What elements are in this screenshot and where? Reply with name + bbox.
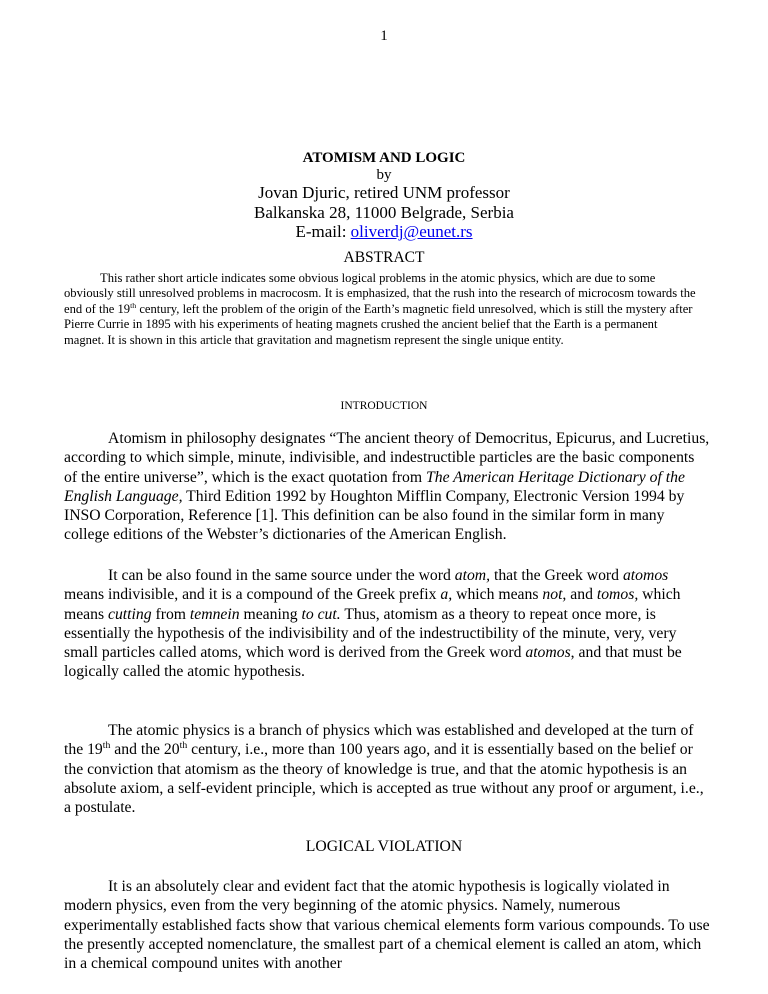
- article-title: ATOMISM AND LOGIC: [302, 150, 466, 166]
- author-email: [0, 222, 768, 242]
- author-address: Balkanska 28, 11000 Belgrade, Serbia: [254, 202, 514, 222]
- email-link[interactable]: oliverdj@eunet.rs: [350, 222, 473, 241]
- logical-violation-heading: LOGICAL VIOLATION: [305, 838, 463, 855]
- logical-violation-paragraph-1: It is an absolutely clear and evident fact that the atomic hypothesis is logically violated in modern physics, even from the very beginning of the atomic physics. Namely, numerous experimentally established facts show that various chemical elements form various compounds. To use the presently accepted nomenclature, the smallest part of a chemical element is called an atom, which in a chemical compound unites with another: [64, 878, 710, 973]
- introduction-heading: INTRODUCTION: [340, 400, 428, 412]
- abstract-heading: ABSTRACT: [343, 249, 425, 266]
- page-number: 1: [380, 28, 388, 44]
- intro-paragraph-2: It can be also found in the same source under the word atom, that the Greek word atomos means indivisible, and it is a compound of the Greek prefix a, which means not, and tomos, which means cutting from temnein meaning to cut. Thus, atomism as a theory to repeat once more, is essentially the hypothesis of the indivisibility and of the indestructibility of the minute, very, very small particles called atoms, which word is derived from the Greek word atomos, and that must be logically called the atomic hypothesis.: [64, 567, 682, 681]
- byline: by: [376, 167, 392, 183]
- email-label: E-mail:: [295, 222, 351, 241]
- intro-paragraph-1: Atomism in philosophy designates “The ancient theory of Democritus, Epicurus, and Lucretius, according to which simple, minute, indivisible, and indestructible particles are the basic components of the entire universe”, which is the exact quotation from The American Heritage Dictionary of the English Language, Third Edition 1992 by Houghton Mifflin Company, Electronic Version 1994 by INSO Corporation, Reference [1]. This definition can be also found in the similar form in many college editions of the Webster’s dictionaries of the American English.: [64, 430, 710, 544]
- abstract-body: This rather short article indicates some obvious logical problems in the atomic physics, which are due to some obviously still unresolved problems in macrocosm. It is emphasized, that the rush into the research of microcosm towards the end of the 19th century, left the problem of the origin of the Earth’s magnetic field unresolved, which is still the mystery after Pierre Currie in 1895 with his experiments of heating magnets crushed the ancient belief that the Earth is a permanent magnet. It is shown in this article that gravitation and magnetism represent the single unique entity.: [64, 271, 696, 347]
- intro-paragraph-3: The atomic physics is a branch of physics which was established and developed at the turn of the 19th and the 20th century, i.e., more than 100 years ago, and it is essentially based on the belief or the conviction that atomism as the theory of knowledge is true, and that the atomic hypothesis is an absolute axiom, a self-evident principle, which is accepted as true without any proof or argument, i.e., a postulate.: [64, 722, 704, 817]
- author-block: [0, 183, 768, 242]
- author-name: Jovan Djuric, retired UNM professor: [258, 183, 510, 202]
